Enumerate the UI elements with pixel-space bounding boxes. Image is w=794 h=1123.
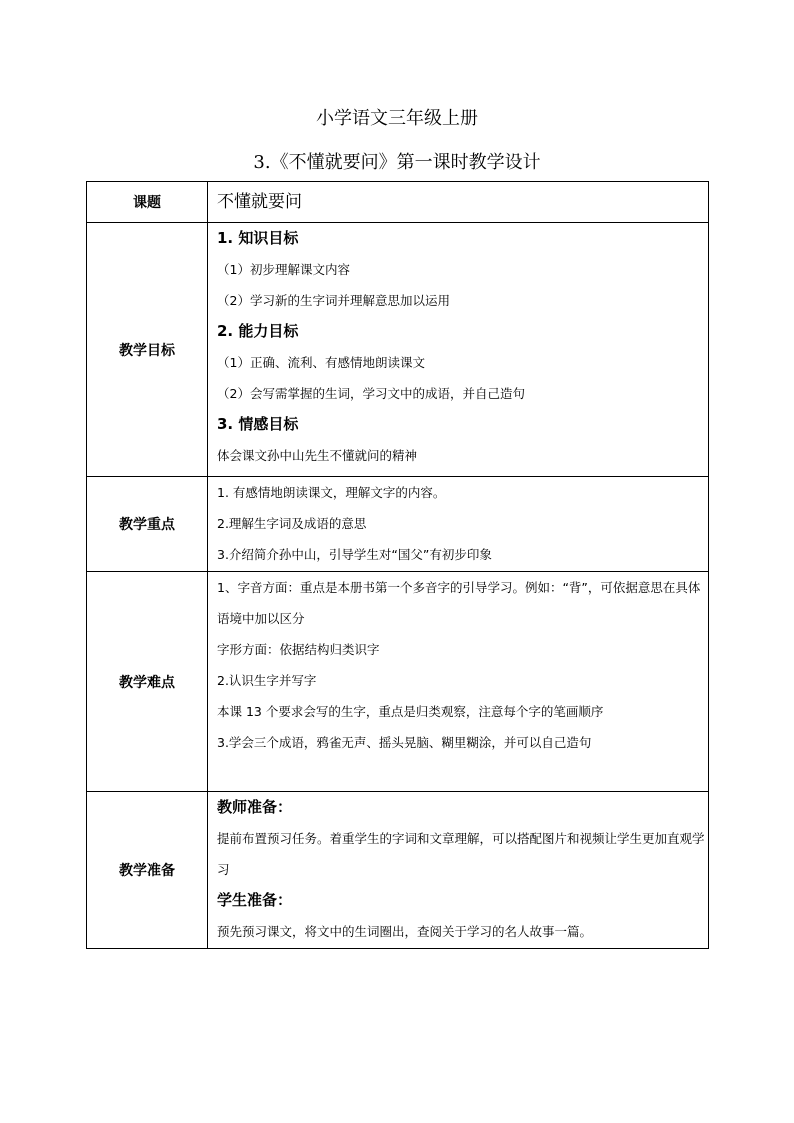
content-heading: 学生准备： (217, 891, 293, 909)
content-line: 体会课文孙中山先生不懂就问的精神 (217, 448, 418, 463)
row-preparation (87, 792, 709, 949)
subject-value: 不懂就要问 (217, 192, 302, 212)
row-label: 课题 (87, 182, 208, 223)
content-line: 1、字音方面：重点是本册书第一个多音字的引导学习。例如：“背”，可依据意思在具体语境中加以区分 (217, 580, 701, 626)
document-title: 小学语文三年级上册 (316, 108, 478, 129)
content-line: 3.学会三个成语，鸦雀无声、摇头晃脑、糊里糊涂，并可以自己造句 (217, 735, 592, 750)
content-line: （1）初步理解课文内容 (217, 262, 350, 277)
row-content (208, 182, 709, 223)
content-line: 2.认识生字并写字 (217, 673, 317, 688)
row-content (208, 572, 709, 792)
content-line: （1）正确、流利、有感情地朗读课文 (217, 355, 425, 370)
row-subject (87, 182, 709, 223)
content-line: （2）会写需掌握的生词，学习文中的成语，并自己造句 (217, 386, 525, 401)
content-line: 字形方面：依据结构归类识字 (217, 642, 380, 657)
row-objectives (87, 223, 709, 477)
content-line: 本课 13 个要求会写的生字，重点是归类观察，注意每个字的笔画顺序 (217, 704, 604, 719)
document-subtitle: 3.《不懂就要问》第一课时教学设计 (253, 152, 541, 173)
row-difficulties (87, 572, 709, 792)
content-heading: 教师准备： (217, 798, 293, 816)
content-heading: 1. 知识目标 (217, 229, 299, 247)
content-line: 3.介绍简介孙中山，引导学生对“国父”有初步印象 (217, 547, 492, 562)
row-content (208, 792, 709, 949)
row-content (208, 223, 709, 477)
content-line: 1. 有感情地朗读课文，理解文字的内容。 (217, 485, 446, 500)
row-label: 教学准备 (87, 792, 208, 949)
row-label: 教学目标 (87, 223, 208, 477)
content-line: 提前布置预习任务。着重学生的字词和文章理解，可以搭配图片和视频让学生更加直观学习 (217, 831, 705, 877)
content-line: 2.理解生字词及成语的意思 (217, 516, 367, 531)
row-key-points (87, 477, 709, 572)
row-label: 教学重点 (87, 477, 208, 572)
content-heading: 3. 情感目标 (217, 415, 299, 433)
row-content (208, 477, 709, 572)
content-line (217, 758, 708, 789)
content-heading: 2. 能力目标 (217, 322, 299, 340)
content-line: 预先预习课文，将文中的生词圈出，查阅关于学习的名人故事一篇。 (217, 924, 593, 939)
row-label: 教学难点 (87, 572, 208, 792)
content-line: （2）学习新的生字词并理解意思加以运用 (217, 293, 450, 308)
lesson-plan-table (86, 181, 709, 949)
